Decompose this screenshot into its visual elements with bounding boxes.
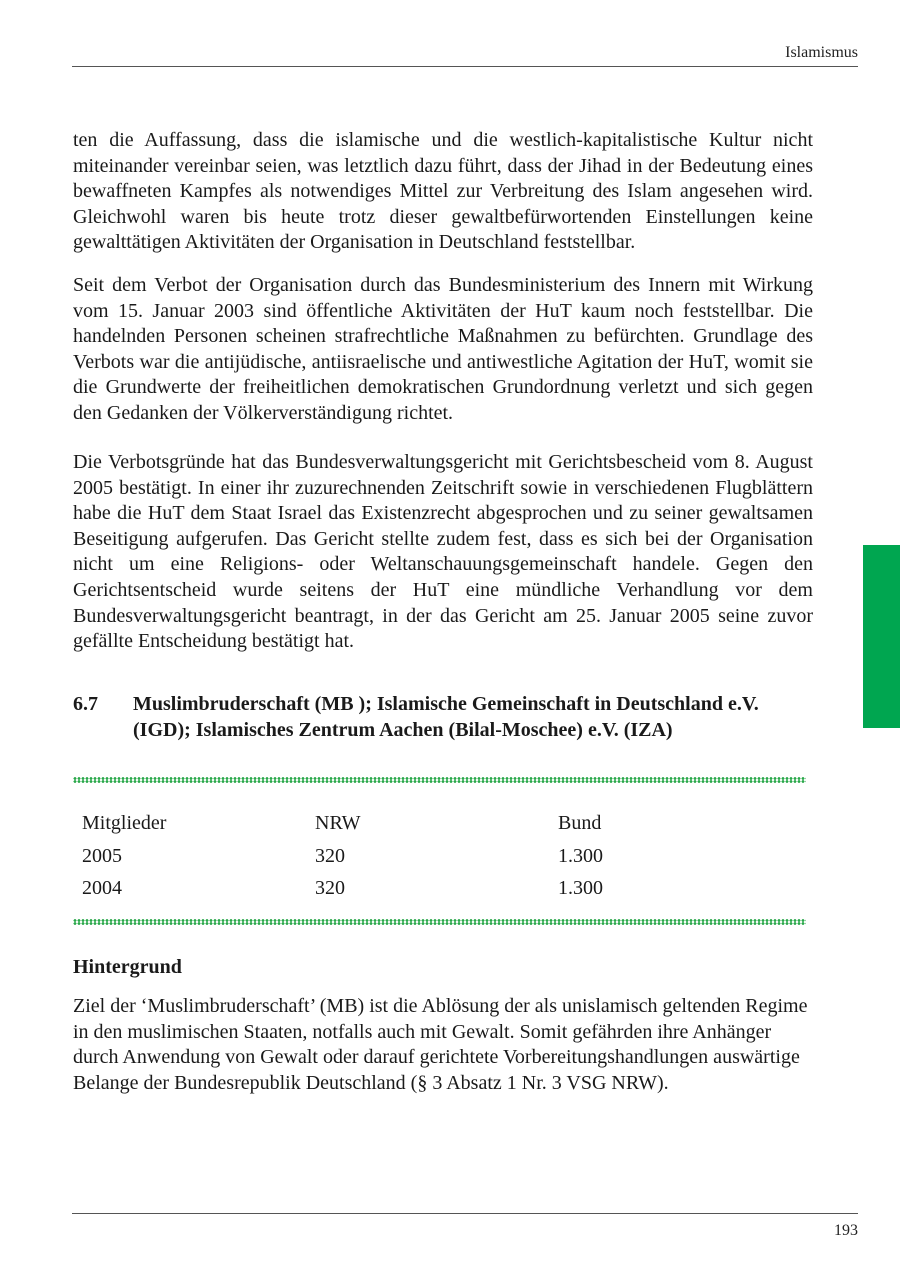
section-heading — [73, 692, 813, 743]
dotted-rule-bottom — [73, 919, 806, 925]
table-cell: 1.300 — [558, 844, 603, 867]
dotted-rule-top — [73, 777, 806, 783]
table-cell: 320 — [315, 844, 345, 867]
table-cell: 2005 — [82, 844, 122, 867]
table-cell: 1.300 — [558, 877, 603, 899]
header-rule — [72, 66, 858, 67]
table-header-cell: Mitglieder — [82, 812, 167, 834]
page-number: 193 — [834, 1222, 858, 1239]
chapter-tab-marker — [863, 545, 900, 728]
table-cell: 320 — [315, 877, 345, 899]
paragraph-2: Seit dem Verbot der Organisation durch das Bundesministerium des Innern mit Wirkung vom 15. Januar 2003 sind öffentliche Aktivitäten der HuT kaum noch feststellbar. Die handelnden Personen scheinen strafrechtliche Maßnahmen zu befürchten. Grundlage des Verbots war die antijüdische, antiisraelische und antiwestliche Agitation der HuT, womit sie die Grundwerte der freiheitlichen demokratischen Grundordnung verletzt und sich gegen den Gedanken der Völkerverständigung richtet. — [73, 274, 813, 424]
table-row — [82, 877, 758, 910]
section-title: Muslimbruderschaft (MB ); Islamische Gemeinschaft in Deutschland e.V. (IGD); Islamisches Zentrum Aachen (Bilal-Moschee) e.V. (IZA) — [133, 693, 759, 741]
paragraph-4: Ziel der ‘Muslimbruderschaft’ (MB) ist die Ablösung der als unislamisch geltenden Regime in den muslimischen Staaten, notfalls auch mit Gewalt. Somit gefährden ihre Anhänger durch Anwendung von Gewalt oder darauf gerichtete Vorbereitungshandlungen auswärtige Belange der Bundesrepublik Deutschland (§ 3 Absatz 1 Nr. 3 VSG NRW). — [73, 995, 808, 1094]
running-title: Islamismus — [785, 44, 858, 61]
members-table — [82, 812, 758, 910]
section-number: 6.7 — [73, 693, 98, 715]
table-row — [82, 845, 758, 878]
table-cell: 2004 — [82, 877, 122, 899]
subheading: Hintergrund — [73, 956, 182, 978]
table-header-cell: NRW — [315, 812, 361, 834]
paragraph-3: Die Verbotsgründe hat das Bundesverwaltungsgericht mit Gerichtsbescheid vom 8. August 2005 bestätigt. In einer ihr zuzurechnenden Zeitschrift sowie in verschiedenen Flugblättern habe die HuT dem Staat Israel das Existenzrecht abgesprochen und zu seiner gewaltsamen Beseitigung aufgerufen. Das Gericht stellte zudem fest, dass es sich bei der Organisation nicht um eine Religions- oder Weltanschauungsgemeinschaft handele. Gegen den Gerichtsentscheid wurde seitens der HuT eine mündliche Verhandlung vor dem Bundesverwaltungsgericht beantragt, in der das Gericht am 25. Januar 2005 seine zuvor gefällte Entscheidung bestätigt hat. — [73, 451, 813, 653]
footer-rule — [72, 1213, 858, 1214]
table-header-cell: Bund — [558, 812, 602, 834]
table-header-row — [82, 812, 758, 845]
paragraph-1: ten die Auffassung, dass die islamische und die westlich-kapitalistische Kultur nicht miteinander vereinbar seien, was letztlich dazu führt, dass der Jihad in der Bedeutung eines bewaffneten Kampfes als notwendiges Mittel zur Verbreitung des Islam angesehen wird. Gleichwohl waren bis heute trotz dieser gewaltbefürwortenden Einstellungen keine gewalttätigen Aktivitäten der Organisation in Deutschland feststellbar. — [73, 129, 813, 254]
